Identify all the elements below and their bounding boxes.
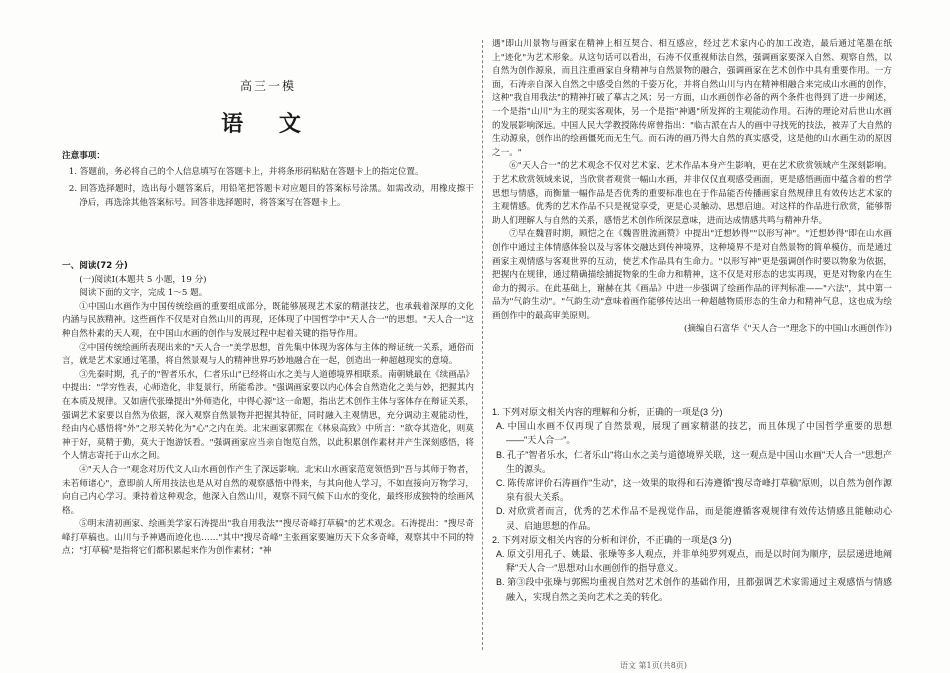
question-option[interactable]: B. 孔子"智者乐水，仁者乐山"将山水之美与道德境界关联，这一观点是中国山水画"天人合一"思想产生的源头。 [496,449,892,474]
page-footer: 语文 第1页(共8页) [620,661,687,670]
notes-item: 1. 答题前，务必将自己的个人信息填写在答题卡上，并将条形码粘贴在答题卡上的指定位置。 [68,166,424,177]
paragraph: ④"天人合一"观念对历代文人山水画创作产生了深远影响。北宋山水画家范宽领悟到"吾与其师于物者，未若师诸心"，意即前人所用技法也是从对自然的观察感悟中得来，与其向他人学习，不如直接向万物学习，向自己内心学习。秉持着这种观念，他深入自然山川，观察不同气候下山水的变化，最终形成独特的绘画风格。 [62,464,474,516]
question-option[interactable]: C. 陈传席评价石涛画作"生动"，这一效果的取得和石涛遵循"搜尽奇峰打草稿"原则，以自然为创作源泉有很大关系。 [496,478,892,503]
notes-item: 2. 回答选择题时，选出每小题答案后，用铅笔把答题卡对应题目的答案标号涂黑。如需改动，用橡皮擦干净后，再选涂其他答案标号。回答非选择题时，将答案写在答题卡上。 [68,184,474,208]
notes-title: 注意事项： [62,151,105,161]
question-stem: 1. 下列对原文相关内容的理解和分析，正确的一项是(3 分) [492,407,723,417]
column-divider [482,40,484,650]
question-option[interactable]: D. 对欣赏者而言，优秀的艺术作品不是视觉作品，而是能遵循客观规律有效传达情感且能触动心灵、启迪思想的作品。 [496,506,892,531]
question-option[interactable]: A. 中国山水画不仅再现了自然景观，展现了画家精湛的技艺，而且体现了中国哲学重要的思想——"天人合一"。 [496,421,892,446]
paragraph: ⑤明末清初画家、绘画美学家石涛提出"我自用我法""搜尽奇峰打草稿"的艺术观念。石涛提出："搜尽奇峰打草稿也。山川与予神遇而迹化也……"其中"搜尽奇峰"主张画家要遍历天下众多奇峰，观察其中不同的特点；"打草稿"是指将它们都积累起来作为创作素材；"神 [62,519,474,557]
notes-section [62,150,474,210]
question-option[interactable]: B. 第③段中张璪与郭熙均重视自然对艺术创作的基础作用，且都强调艺术家需通过主观感悟与情感融入，实现自然之美向艺术之美的转化。 [496,577,892,602]
reading-section [62,260,474,559]
section-title: 一、阅读(72 分) [62,261,128,271]
source-citation: (摘编自石富华《"天人合一"理念下的中国山水画创作》) [684,324,892,335]
paragraph: ①中国山水画作为中国传统绘画的重要组成部分，既能够展现艺术家的精湛技艺，也承载着深厚的文化内涵与民族精神。这些画作不仅是对自然山川的再现，还体现了中国哲学中"天人合一"的思想。"天人合一"这种自然朴素的天人观，在中国山水画的创作与发展过程中起着关键的指导作用。 [62,301,474,339]
questions [492,405,892,604]
passage-continued [492,38,892,337]
paragraph: ⑥"天人合一"的艺术观念不仅对艺术家、艺术作品本身产生影响，更在艺术欣赏领域产生深刻影响。于艺术欣赏领域来说，当欣赏者观赏一幅山水画，并非仅仅直观感受画面，更是感悟画面中蕴含着的哲学思想与情感，而衡量一幅作品是否优秀的重要标准也在于作品能否传播画家自然规律且有效传达艺术家的主观情感。优秀的艺术作品不只是视觉享受，更是心灵触动、思想启迪。对这样的作品进行欣赏，能够帮助人们理解人与自然的关系，感悟艺术创作所深层意味，进而达成情感共鸣与精神升华。 [492,161,892,226]
instruction: 阅读下面的文字，完成 1～5 题。 [79,288,208,299]
paragraph: ③先秦时期，孔子的"智者乐水，仁者乐山"已经将山水之美与人道德境界相联系。南朝姚最在《续画品》中提出："学穷性表，心师造化，非复景行，所能希涉。"强调画家要以内心体会自然造化之美与妙，把握其内在本质及规律。又如唐代张璪提出"外师造化，中得心源"这一命题，指出艺术创作主体与客体存在辩证关系，强调艺术家要以自然为依据，深入观察自然景物并把握其特征，同时融入主观情思，充分调动主观能动性，经由内心感悟将"外"之形关转化为"心"之内在美。北宋画家郭熙在《林泉高致》中所言："欲夺其造化，则莫神于好，莫精于勤，莫大于饱游饫看。"强调画家应当亲自饱览自然，以此积累创作素材并产生深刻感悟，将个人情志寄托于山水之间。 [62,369,474,462]
question-stem: 2. 下列对原文相关内容的分析和评价，不正确的一项是(3 分) [492,534,732,545]
paragraph: 遇"即山川景物与画家在精神上相互契合、相互感应，经过艺术家内心的加工改造，最后通过笔墨在纸上"迹化"为艺术形象。从这句话可以看出，石涛不仅重视师法自然，强调画家要深入自然、观察自然，以自然为创作源泉，而且注重画家自身精神与自然景物的融合，强调画家在艺术创作中具有重要作用。一方面，石涛亲自深入自然之中感受自然的千姿万化，并将自然山川与内在精神相融合来完成山水画的创作，这种"我自用我法"的精神打破了摹古之风；另一方面，山水画创作必备的两个条件也得到了进一步阐述，一个是指"山川"为主的现实客观体，另一个是指"神遇"所发挥的主观能动作用。石涛的理论对后世山水画的发展影响深远。中国人民大学教授陈传席曾指出："临古派在古人的画中寻找死的技法，被弄了大自然的生动源泉，创作出的绘画僵死而无生气。而石涛的画乃得大自然的真实感受，这是他的山水画生动的原因之一。" [492,39,892,158]
question-option[interactable]: A. 原文引用孔子、姚最、张璪等多人观点，并非单纯罗列观点，而是以时间为顺序，层层递进地阐释"天人合一"思想对山水画创作的指导意义。 [496,549,892,574]
subsection-title: (一)阅读Ⅰ(本题共 5 小题，19 分) [79,274,207,285]
exam-label: 高三一模 [239,79,296,93]
paragraph: ⑦早在魏晋时期，顾恺之在《魏晋胜流画赞》中提出"迁想妙得""以形写神"。"迁想妙得"即在山水画创作中通过主体情感体验以及与客体交融达到传神境界，这种境界不是对自然景物的简单模仿，而是通过画家主观情感与客观世界的互动，使艺术作品具有生命力。"以形写神"更是强调创作时要以物象为依据，把握内在规律，通过精确描绘捕捉物象的生命力和精神，这不仅是对形态的忠实再现，更是对物象内在生命力的揭示。在此基础上，谢赫在其《画品》中进一步强调了绘画作品的评判标准——"六法"，其中第一品为"气韵生动"。"气韵生动"意味着画作能够传达出一种超越物质形态的生命力和精神气息，这也成为绘画创作中的最高审美原则。 [492,229,892,321]
subject-title: 语 文 [221,112,315,137]
paragraph: ②中国传统绘画所表现出来的"天人合一"美学思想，首先集中体现为客体与主体的辩证统一关系，通俗而言，就是艺术家通过笔墨，将自然景观与人的精神世界巧妙地融合在一起，创造出一种超越现实的意境。 [62,342,474,367]
